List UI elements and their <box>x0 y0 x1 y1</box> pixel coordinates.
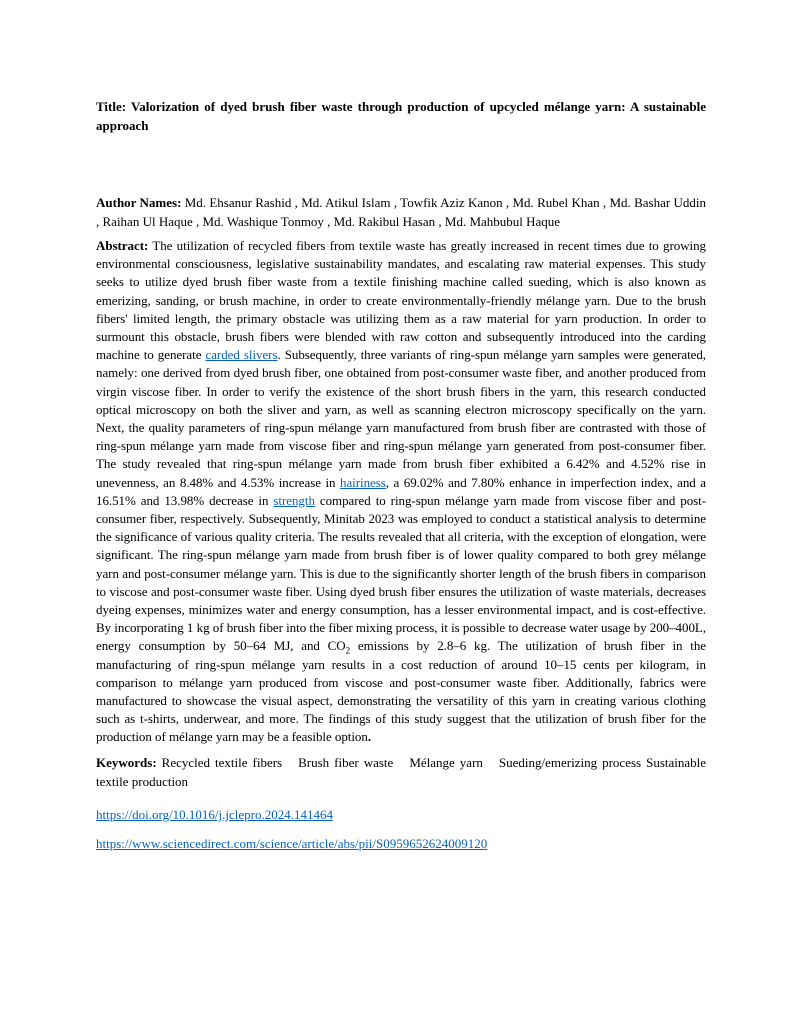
co2-subscript: 2 <box>345 646 351 657</box>
doi-line <box>96 805 706 824</box>
keywords-label: Keywords: <box>96 754 157 770</box>
title-text: Valorization of dyed brush fiber waste through production of upcycled mélange yarn: A sustainable approach <box>96 99 707 133</box>
authors-label: Author Names: <box>96 195 182 210</box>
title-label: Title: <box>96 99 127 114</box>
abstract-text-part-1: The utilization of recycled fibers from textile waste has greatly increased in recent times due to growing environmental consciousness, legislative sustainability mandates, and escalating raw material expenses. This study seeks to utilize dyed brush fiber waste from a textile finishing machine called sueding, which is also known as emerizing, sanding, or brush machine, in order to create environmentally-friendly mélange yarn. Due to the brush fibers' limited length, the primary obstacle was utilizing them as a raw material for yarn production. In order to surmount this obstacle, brush fibers were blended with raw cotton and subsequently introduced into the carding machine to generate <box>96 238 706 363</box>
doi-link[interactable]: https://doi.org/10.1016/j.jclepro.2024.141464 <box>96 806 334 822</box>
abstract-paragraph <box>96 237 706 747</box>
author-names <box>96 193 706 231</box>
sciencedirect-line <box>96 834 706 853</box>
authors-text: Md. Ehsanur Rashid , Md. Atikul Islam , Towfik Aziz Kanon , Md. Rubel Khan , Md. Bashar Uddin , Raihan Ul Haque , Md. Washique Tonmoy , Md. Rakibul Hasan , Md. Mahbubul Haque <box>96 195 706 229</box>
keyword-term: Brush fiber waste <box>298 754 394 770</box>
paper-title <box>96 97 706 135</box>
abstract-text-part-2: . Subsequently, three variants of ring-spun mélange yarn samples were generated, namely: one derived from dyed brush fiber, one obtained from post-consumer waste fiber, and another produced from virgin viscose fiber. In order to verify the existence of the short brush fibers in the yarn, this research conducted optical microscopy on both the sliver and yarn, as well as scanning electron microscopy specifically on the yarn. Next, the quality parameters of ring-spun mélange yarn manufactured from brush fiber are contrasted with those of ring-spun mélange yarn made from viscose fiber and ring-spun mélange yarn generated from post-consumer fiber. The study revealed that ring-spun mélange yarn made from brush fiber exhibited a 6.42% and 4.52% rise in unevenness, an 8.48% and 4.53% increase in <box>96 347 707 490</box>
keyword-term: Sueding/emerizing process <box>498 754 642 770</box>
keyword-term: Recycled textile fibers <box>161 754 283 770</box>
abstract-final-period: . <box>367 729 372 745</box>
abstract-text-part-5: emissions by 2.8–6 kg. The utilization of brush fiber in the manufacturing of ring-spun mélange yarn results in a cost reduction of around 10–15 cents per kilogram, in comparison to mélange yarn produced from viscose and post-consumer waste fiber. Additionally, fabrics were manufactured to showcase the visual aspect, demonstrating the versatility of this yarn in creating various clothing such as t-shirts, underwear, and more. The findings of this study suggest that the utilization of brush fiber for the production of mélange yarn may be a feasible option <box>96 638 706 745</box>
abstract-text-part-3: , a 69.02% and 7.80% enhance in imperfection index, and a 16.51% and 13.98% decrease in <box>96 474 706 508</box>
abstract-label: Abstract: <box>96 238 149 253</box>
keyword-term: Mélange yarn <box>409 754 483 770</box>
hairiness-link[interactable]: hairiness <box>340 474 386 490</box>
document-page <box>96 97 706 853</box>
sciencedirect-link[interactable]: https://www.sciencedirect.com/science/article/abs/pii/S0959652624009120 <box>96 835 488 851</box>
keywords-paragraph <box>96 753 706 791</box>
abstract-text-part-4: compared to ring-spun mélange yarn made from viscose fiber and post-consumer fiber, respectively. Subsequently, Minitab 2023 was employed to conduct a statistical analysis to determine the significance of various quality criteria. The results revealed that all criteria, with the exception of elongation, were significant. The ring-spun mélange yarn made from brush fiber is of lower quality compared to both grey mélange yarn and post-consumer mélange yarn. This is due to the significantly shorter length of the brush fibers in comparison to viscose and post-consumer waste fiber. Using dyed brush fiber ensures the utilization of waste materials, decreases dyeing expenses, minimizes water and energy consumption, has a lesser environmental impact, and is cost-effective. By incorporating 1 kg of brush fiber into the fiber mixing process, it is possible to decrease water usage by 200–400L, energy consumption by 50–64 MJ, and CO <box>96 492 707 654</box>
strength-link[interactable]: strength <box>273 492 315 508</box>
carded-slivers-link[interactable]: carded slivers <box>205 347 278 363</box>
keyword-term: Sustainable textile production <box>96 754 707 789</box>
